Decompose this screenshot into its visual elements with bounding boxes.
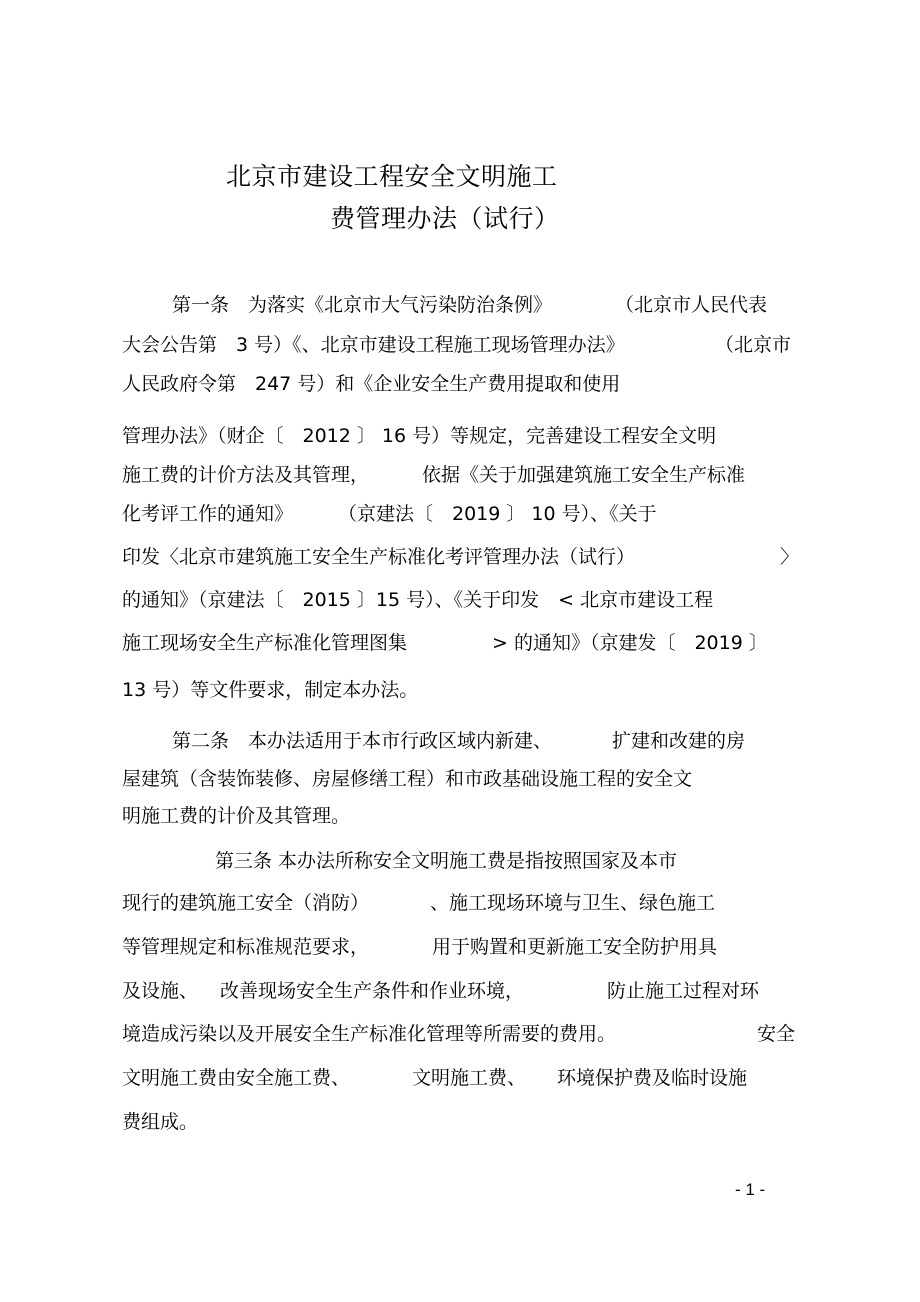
article3-seg: 等管理规定和标准规范要求， [122, 936, 370, 958]
article1-seg: 印发〈北京市建筑施工安全生产标准化考评管理办法（试行） [122, 546, 636, 568]
article3-seg: 文明施工费由安全施工费、 [122, 1067, 351, 1089]
article1-seg: 〉 [780, 546, 800, 568]
article1-seg: 依据《关于加强建筑施工安全生产标准 [422, 464, 746, 486]
article3-seg: 第三条 本办法所称安全文明施工费是指按照国家及本市 [215, 850, 678, 872]
article2-seg: 明施工费的计价及其管理。 [122, 805, 351, 827]
article1-seg: 第一条 为落实《北京市大气污染防治条例》 [172, 294, 553, 316]
article3-seg: 安全 [757, 1023, 796, 1045]
article2-seg: 屋建筑（含装饰装修、房屋修缮工程）和市政基础设施工程的安全文 [122, 768, 693, 790]
article1-seg: 施工现场安全生产标准化管理图集 [122, 632, 408, 654]
article3-seg: 境造成污染以及开展安全生产标准化管理等所需要的费用。 [122, 1023, 617, 1045]
article3-seg: 环境保护费及临时设施 [557, 1067, 748, 1089]
page-number: - 1 - [735, 1180, 766, 1199]
title-line-1: 北京市建设工程安全文明施工 [226, 162, 558, 191]
article1-seg: 的通知》（京建法〔 2015 〕15 号）、《关于印发 < 北京市建设工程 [122, 589, 714, 611]
title-line-2: 费管理办法（试行） [330, 204, 560, 233]
article3-seg: 文明施工费、 [412, 1067, 527, 1089]
article1-seg: （北京市 [715, 334, 792, 356]
article1-seg: > 的通知》（京建发〔 2019 〕 [492, 632, 768, 654]
article2-seg: 扩建和改建的房 [612, 730, 746, 752]
article1-seg: 化考评工作的通知》 [122, 503, 294, 525]
article3-seg: 改善现场安全生产条件和作业环境， [220, 980, 525, 1002]
article3-seg: 费组成。 [122, 1111, 199, 1133]
article1-seg: 13 号）等文件要求，制定本办法。 [122, 679, 419, 701]
article3-seg: 现行的建筑施工安全（消防） [122, 892, 370, 914]
article3-seg: 防止施工过程对环 [607, 980, 760, 1002]
article2-seg: 第二条 本办法适用于本市行政区域内新建、 [172, 730, 553, 752]
article1-seg: 大会公告第 3 号）《、北京市建设工程施工现场管理办法》 [122, 334, 625, 356]
article1-seg: 人民政府令第 247 号）和《企业安全生产费用提取和使用 [122, 373, 621, 395]
article1-seg: 管理办法》（财企〔 2012 〕 16 号）等规定，完善建设工程安全文明 [122, 425, 717, 447]
article3-seg: 、施工现场环境与卫生、绿色施工 [430, 892, 716, 914]
article1-seg: 施工费的计价方法及其管理， [122, 464, 370, 486]
article1-seg: （北京市人民代表 [615, 294, 768, 316]
article1-seg: （京建法〔 2019 〕 10 号）、《关于 [338, 503, 657, 525]
article3-seg: 用于购置和更新施工安全防护用具 [432, 936, 718, 958]
article3-seg: 及设施、 [122, 980, 199, 1002]
